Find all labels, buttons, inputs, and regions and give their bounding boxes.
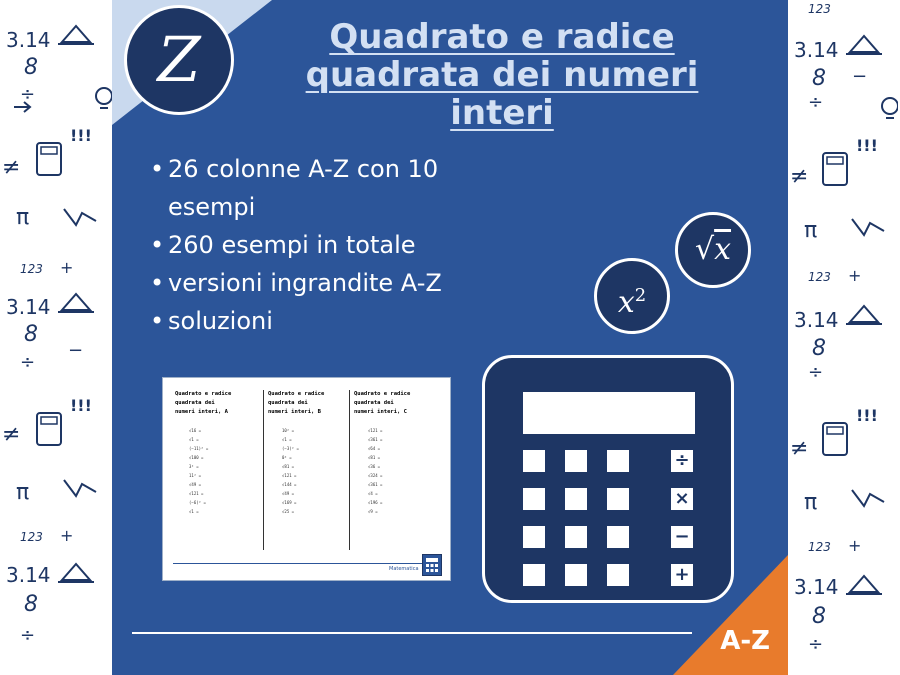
not-equal-doodle: ≠ [2,422,21,447]
page-title [292,18,712,132]
worksheet-heading-line-1: Quadrato e radice quadrata dei [354,391,411,406]
worksheet-example: √121 = [189,491,204,496]
calculator-key [565,526,587,548]
square-exponent: 2 [634,285,647,306]
feature-list [150,150,480,340]
calculator-key [523,450,545,472]
calculator-key [565,450,587,472]
exclamation-doodle: !!! [856,136,878,155]
worksheet-column-c [349,390,438,550]
feature-item [150,264,480,302]
bullet-dot: • [150,307,165,335]
square-symbol-badge [594,258,670,334]
calculator-key [607,564,629,586]
worksheet-example: (−11)² = [189,446,209,451]
divide-doodle: ÷ [20,352,36,373]
worksheet-example: √324 = [368,473,383,478]
ruler-icon [844,302,884,328]
calculator-key [607,526,629,548]
worksheet-footer-label: Matematica [389,566,419,572]
calculator-key [523,564,545,586]
minus-doodle: − [852,66,868,87]
feature-item [150,226,480,264]
worksheet-example: √121 = [368,428,383,433]
not-equal-doodle: ≠ [790,436,809,461]
minus-doodle: − [68,340,84,361]
subtract-key: − [671,526,693,548]
numbers-doodle: 123 [808,540,831,554]
divide-doodle: ÷ [808,634,824,655]
worksheet-heading-line-2: numeri interi, A [175,409,228,415]
worksheet-footer-rule [173,563,440,564]
title-line-2: quadrata dei numeri [305,55,699,95]
calculator-icon [482,355,734,603]
calculator-doodle-icon [820,150,850,188]
pi-value-doodle: 3.14 [794,575,839,599]
plus-doodle: + [848,266,862,285]
calculator-doodle-icon [34,140,64,178]
worksheet-heading [268,390,352,417]
worksheet-heading-line-2: numeri interi, C [354,409,407,415]
number-eight-doodle: 8 [24,55,38,80]
ruler-icon [844,32,884,58]
exclamation-doodle: !!! [70,396,92,415]
square-base: x [617,285,635,320]
worksheet-example: √1 = [189,437,199,442]
checkmark-icon [850,486,886,510]
calculator-key [523,488,545,510]
worksheet-example: √25 = [282,509,295,514]
numbers-doodle: 123 [808,270,831,284]
worksheet-heading [354,390,438,417]
divide-doodle: ÷ [20,84,36,105]
worksheet-calculator-icon [422,554,442,576]
worksheet-example: √81 = [282,464,295,469]
lightbulb-icon [92,84,112,116]
worksheet-example: √100 = [189,455,204,460]
right-doodle-strip [788,0,900,675]
worksheet-example: √9 = [368,509,378,514]
calculator-key [523,526,545,548]
worksheet-example: 0² = [282,455,292,460]
worksheet-heading-line-2: numeri interi, B [268,409,321,415]
worksheet-example: 10² = [282,428,295,433]
pi-value-doodle: 3.14 [794,38,839,62]
feature-text: 260 esempi in totale [168,231,416,259]
worksheet-preview [163,378,450,580]
not-equal-doodle: ≠ [790,164,809,189]
worksheet-example: √144 = [282,482,297,487]
number-eight-doodle: 8 [812,336,826,361]
ruler-icon [56,560,96,586]
left-doodle-strip [0,0,112,675]
checkmark-icon [850,215,886,239]
numbers-doodle: 123 [20,262,43,276]
plus-doodle: + [848,536,862,555]
worksheet-heading [175,390,259,417]
radical-sign: √ [694,232,715,267]
divide-key: ÷ [671,450,693,472]
feature-text: soluzioni [168,307,273,335]
pi-doodle: π [804,218,818,243]
multiply-key: × [671,488,693,510]
worksheet-example: √361 = [368,437,383,442]
calculator-key [607,488,629,510]
worksheet-example: √361 = [368,482,383,487]
worksheet-example: √49 = [189,482,202,487]
calculator-screen [523,392,695,434]
pi-value-doodle: 3.14 [6,563,51,587]
worksheet-example: 3² = [189,464,199,469]
divide-doodle: ÷ [20,625,36,646]
not-equal-doodle: ≠ [2,155,21,180]
calculator-doodle-icon [34,410,64,448]
feature-item [150,302,480,340]
divide-doodle: ÷ [808,362,824,383]
pi-value-doodle: 3.14 [6,28,51,52]
number-eight-doodle: 8 [24,592,38,617]
title-line-1: Quadrato e radice [329,17,675,57]
ruler-icon [56,22,96,48]
exclamation-doodle: !!! [70,126,92,145]
pi-value-doodle: 3.14 [6,295,51,319]
worksheet-example: √64 = [368,446,381,451]
corner-label: A-Z [720,626,770,656]
worksheet-column-a [175,390,259,550]
worksheet-example: (−3)² = [282,446,299,451]
numbers-doodle: 123 [808,2,831,16]
ruler-icon [844,572,884,598]
pi-doodle: π [804,490,818,515]
bullet-dot: • [150,231,165,259]
worksheet-example: √196 = [368,500,383,505]
pi-value-doodle: 3.14 [794,308,839,332]
integer-set-badge: Z [124,5,234,115]
product-cover-panel [112,0,788,675]
worksheet-example: √169 = [282,500,297,505]
calculator-doodle-icon [820,420,850,458]
ruler-icon [56,290,96,316]
plus-doodle: + [60,526,74,545]
calculator-key [565,488,587,510]
checkmark-icon [62,205,98,229]
feature-text-continued: esempi [168,193,256,221]
worksheet-heading-line-1: Quadrato e radice quadrata dei [268,391,325,406]
feature-text: 26 colonne A-Z con 10 [168,155,439,183]
number-eight-doodle: 8 [812,604,826,629]
calculator-key [565,564,587,586]
worksheet-example: √16 = [189,428,202,433]
add-key: + [671,564,693,586]
worksheet-example: √121 = [282,473,297,478]
worksheet-example: √4 = [368,491,378,496]
checkmark-icon [62,476,98,500]
arrow-icon [12,100,34,114]
worksheet-example: 11² = [189,473,202,478]
worksheet-example: √81 = [368,455,381,460]
numbers-doodle: 123 [20,530,43,544]
worksheet-example: √36 = [368,464,381,469]
lightbulb-icon [878,94,898,126]
number-eight-doodle: 8 [24,322,38,347]
feature-item [150,150,480,226]
pi-doodle: π [16,205,30,230]
worksheet-example: √49 = [282,491,295,496]
worksheet-example: √1 = [282,437,292,442]
worksheet-example: (−6)² = [189,500,206,505]
pi-doodle: π [16,480,30,505]
worksheet-example: √1 = [189,509,199,514]
bottom-divider [132,632,692,634]
divide-doodle: ÷ [808,92,824,113]
radicand: x [714,232,732,267]
calculator-key [607,450,629,472]
worksheet-column-b [263,390,352,550]
bullet-dot: • [150,155,165,183]
worksheet-heading-line-1: Quadrato e radice quadrata dei [175,391,232,406]
plus-doodle: + [60,258,74,277]
number-eight-doodle: 8 [812,66,826,91]
title-line-3: interi [450,93,554,133]
feature-text: versioni ingrandite A-Z [168,269,442,297]
exclamation-doodle: !!! [856,406,878,425]
bullet-dot: • [150,269,165,297]
square-root-symbol-badge [675,212,751,288]
